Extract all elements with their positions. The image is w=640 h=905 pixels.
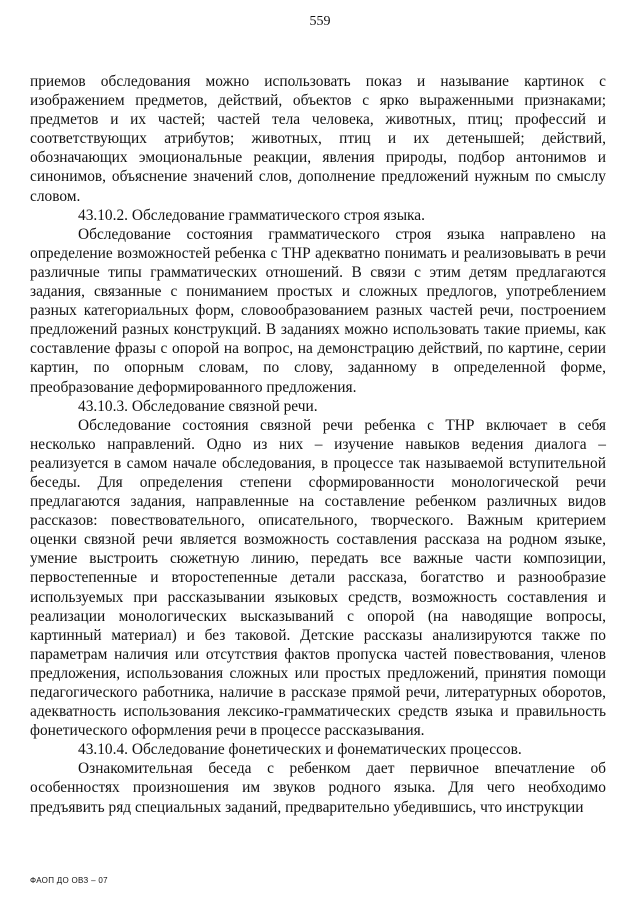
section-heading-grammar: 43.10.2. Обследование грамматического строя языка. [78,206,425,224]
section-heading-coherent-speech: 43.10.3. Обследование связной речи. [78,397,318,415]
paragraph-coherent-speech: Обследование состояния связной речи ребенка с ТНР включает в себя несколько направлений. Одно из них – изучение навыков ведения диалога – реализуется в самом начале обследования, в процессе так называемой вступительной беседы. Для определения степени сформированности монологической речи предлагаются задания, направленные на составление ребенком различных видов рассказов: повествовательного, описательного, творческого. Важным критерием оценки связной речи является возможность составления рассказа на родном языке, умение выстроить сюжетную линию, передать все важные части композиции, первостепенные и второстепенные детали рассказа, богатство и разнообразие используемых при рассказывании языковых средств, возможность составления и реализации монологических высказываний с опорой (на наводящие вопросы, картинный материал) и без таковой. Детские рассказы анализируются также по параметрам наличия или отсутствия фактов пропуска частей повествования, членов предложения, использования сложных или простых предложений, принятия помощи педагогического работника, наличие в рассказе прямой речи, литературных оборотов, адекватность использования лексико-грамматических средств языка и правильность фонетического оформления речи в процессе рассказывания. [30,416,606,740]
document-body [30,72,606,817]
section-heading-phonetics: 43.10.4. Обследование фонетических и фонематических процессов. [78,741,522,759]
paragraph-grammar: Обследование состояния грамматического строя языка направлено на определение возможностей ребенка с ТНР адекватно понимать и реализовывать в речи различные типы грамматических отношений. В связи с этим детям предлагаются задания, связанные с пониманием простых и сложных предлогов, употреблением разных категориальных форм, словообразованием разных частей речи, построением предложений разных конструкций. В заданиях можно использовать такие приемы, как составление фразы с опорой на вопрос, на демонстрацию действий, по картине, серии картин, по опорным словам, по слову, заданному в определенной форме, преобразование деформированного предложения. [30,225,606,396]
paragraph-phonetics: Ознакомительная беседа с ребенком дает первичное впечатление об особенностях произношения им звуков родного языка. Для чего необходимо предъявить ряд специальных заданий, предварительно убедившись, что инструкции [30,760,606,816]
page-number: 559 [309,14,331,29]
paragraph-continuation: приемов обследования можно использовать показ и называние картинок с изображением предметов, действий, объектов с ярко выраженными признаками; предметов и их частей; частей тела человека, животных, птиц; профессий и соответствующих атрибутов; животных, птиц и их детенышей; действий, обозначающих эмоциональные реакции, явления природы, подбор антонимов и синонимов, объяснение значений слов, дополнение предложений нужным по смыслу словом. [30,73,606,205]
page-footer: ФАОП ДО ОВЗ – 07 [30,876,108,885]
